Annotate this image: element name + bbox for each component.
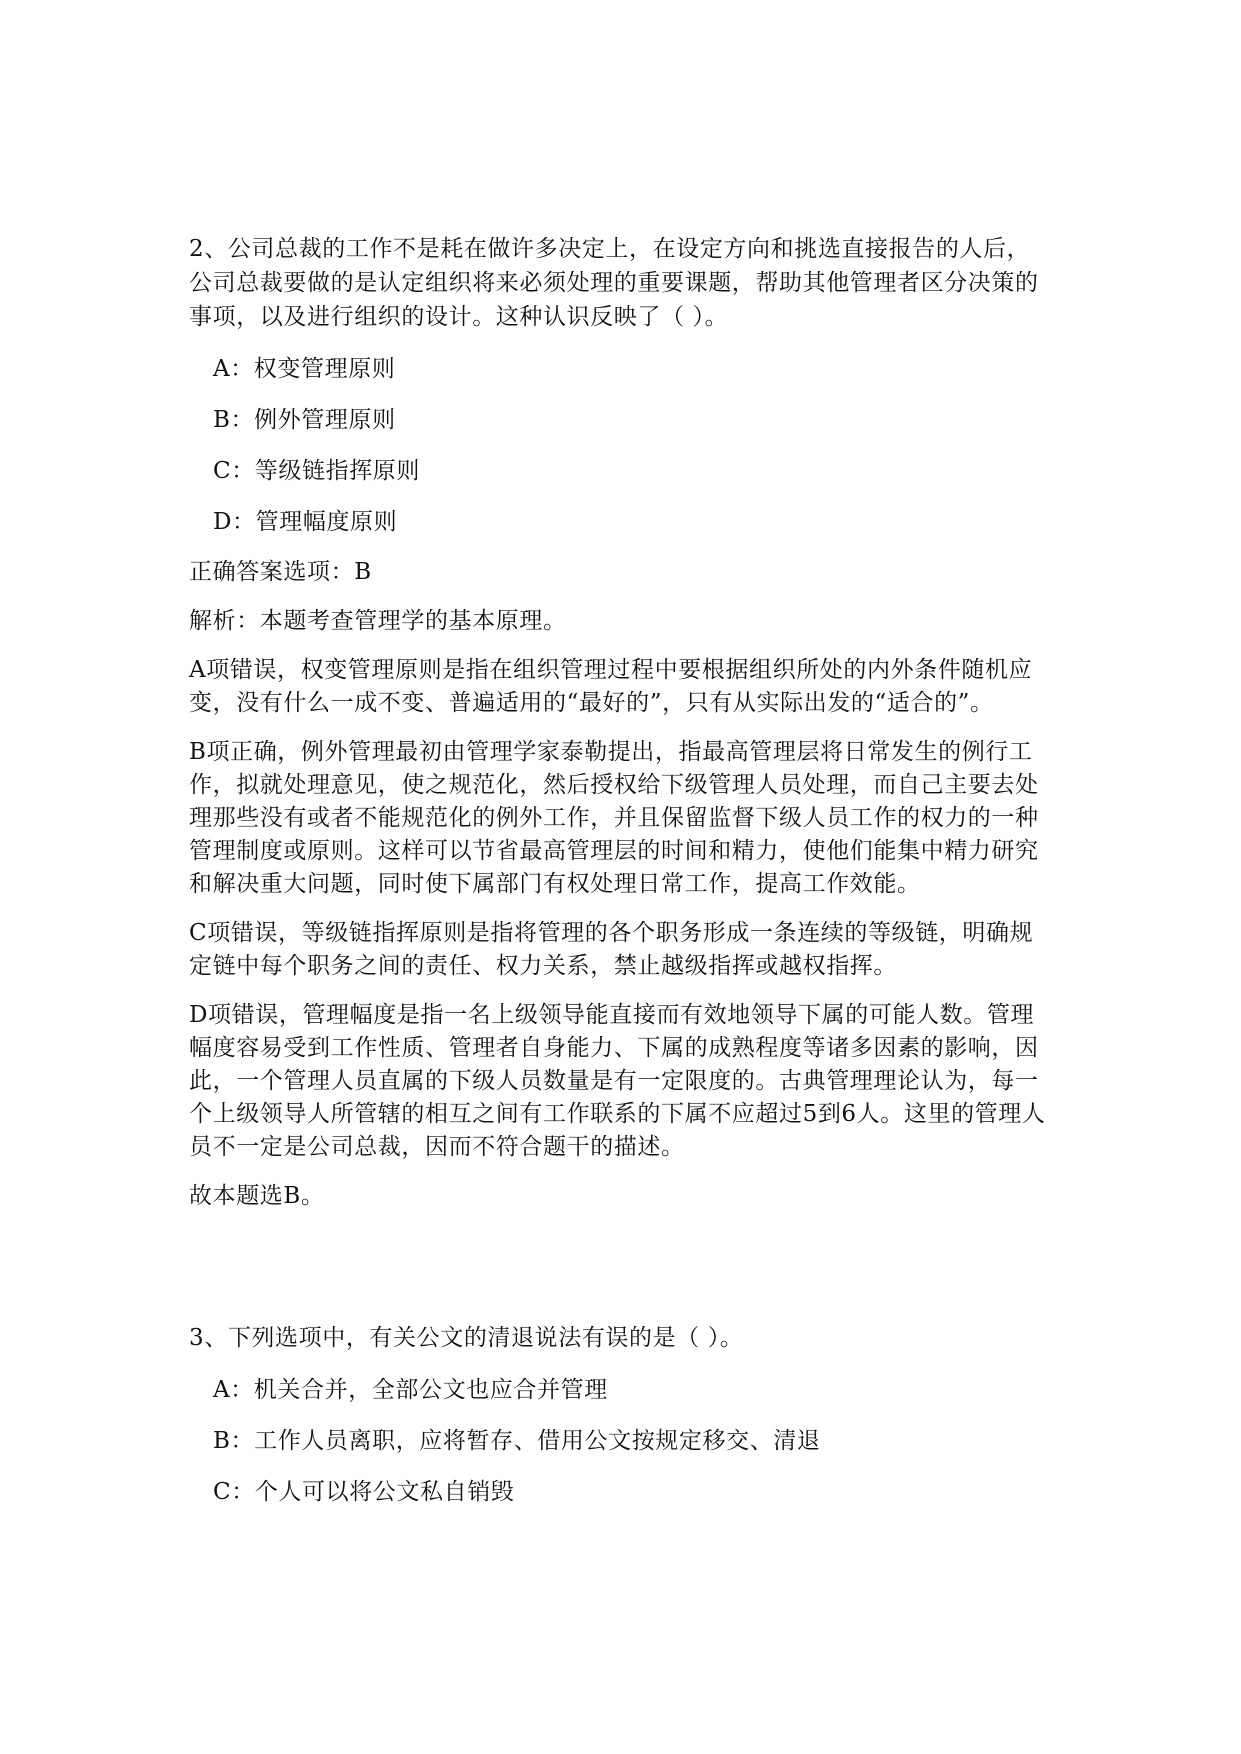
question-2-option-b: B：例外管理原则 xyxy=(213,407,396,433)
question-2-analysis-d: D项错误，管理幅度是指一名上级领导能直接而有效地领导下属的可能人数。管理幅度容易受到工作性质、管理者自身能力、下属的成熟程度等诸多因素的影响，因此，一个管理人员直属的下级人员数量是有一定限度的。古典管理理论认为，每一个上级领导人所管辖的相互之间有工作联系的下属不应超过5到6人。这里的管理人员不一定是公司总裁，因而不符合题干的描述。 xyxy=(189,1002,1046,1160)
question-2 xyxy=(189,232,1053,1213)
document-page xyxy=(189,232,1053,1526)
question-3-option-a: A：机关合并，全部公文也应合并管理 xyxy=(213,1377,608,1403)
question-3 xyxy=(189,1321,1053,1509)
question-2-option-c: C：等级链指挥原则 xyxy=(213,458,420,484)
question-3-options xyxy=(189,1373,1053,1509)
question-2-analysis-b: B项正确，例外管理最初由管理学家泰勒提出，指最高管理层将日常发生的例行工作，拟就处理意见，使之规范化，然后授权给下级管理人员处理，而自己主要去处理那些没有或者不能规范化的例外工作，并且保留监督下级人员工作的权力的一种管理制度或原则。这样可以节省最高管理层的时间和精力，使他们能集中精力研究和解决重大问题，同时使下属部门有权处理日常工作，提高工作效能。 xyxy=(189,739,1039,897)
question-2-analysis-c: C项错误，等级链指挥原则是指将管理的各个职务形成一条连续的等级链，明确规定链中每个职务之间的责任、权力关系，禁止越级指挥或越权指挥。 xyxy=(189,920,1034,979)
question-3-option-b: B：工作人员离职，应将暂存、借用公文按规定移交、清退 xyxy=(213,1428,821,1454)
question-2-analysis-intro: 解析：本题考查管理学的基本原理。 xyxy=(189,608,567,634)
question-3-option-c: C：个人可以将公文私自销毁 xyxy=(213,1479,515,1505)
question-2-conclusion: 故本题选B。 xyxy=(189,1183,325,1209)
question-2-stem: 2、公司总裁的工作不是耗在做许多决定上，在设定方向和挑选直接报告的人后，公司总裁要做的是认定组织将来必须处理的重要课题，帮助其他管理者区分决策的事项，以及进行组织的设计。这种认识反映了（ ）。 xyxy=(189,236,1039,330)
question-2-options xyxy=(189,352,1053,539)
question-2-option-d: D：管理幅度原则 xyxy=(213,509,398,535)
question-3-stem: 3、下列选项中，有关公文的清退说法有误的是（ ）。 xyxy=(189,1325,744,1351)
question-2-analysis-a: A项错误，权变管理原则是指在组织管理过程中要根据组织所处的内外条件随机应变，没有什么一成不变、普遍适用的“最好的”，只有从实际出发的“适合的”。 xyxy=(189,657,1033,716)
question-2-answer: 正确答案选项：B xyxy=(189,559,372,585)
question-2-option-a: A：权变管理原则 xyxy=(213,356,396,382)
